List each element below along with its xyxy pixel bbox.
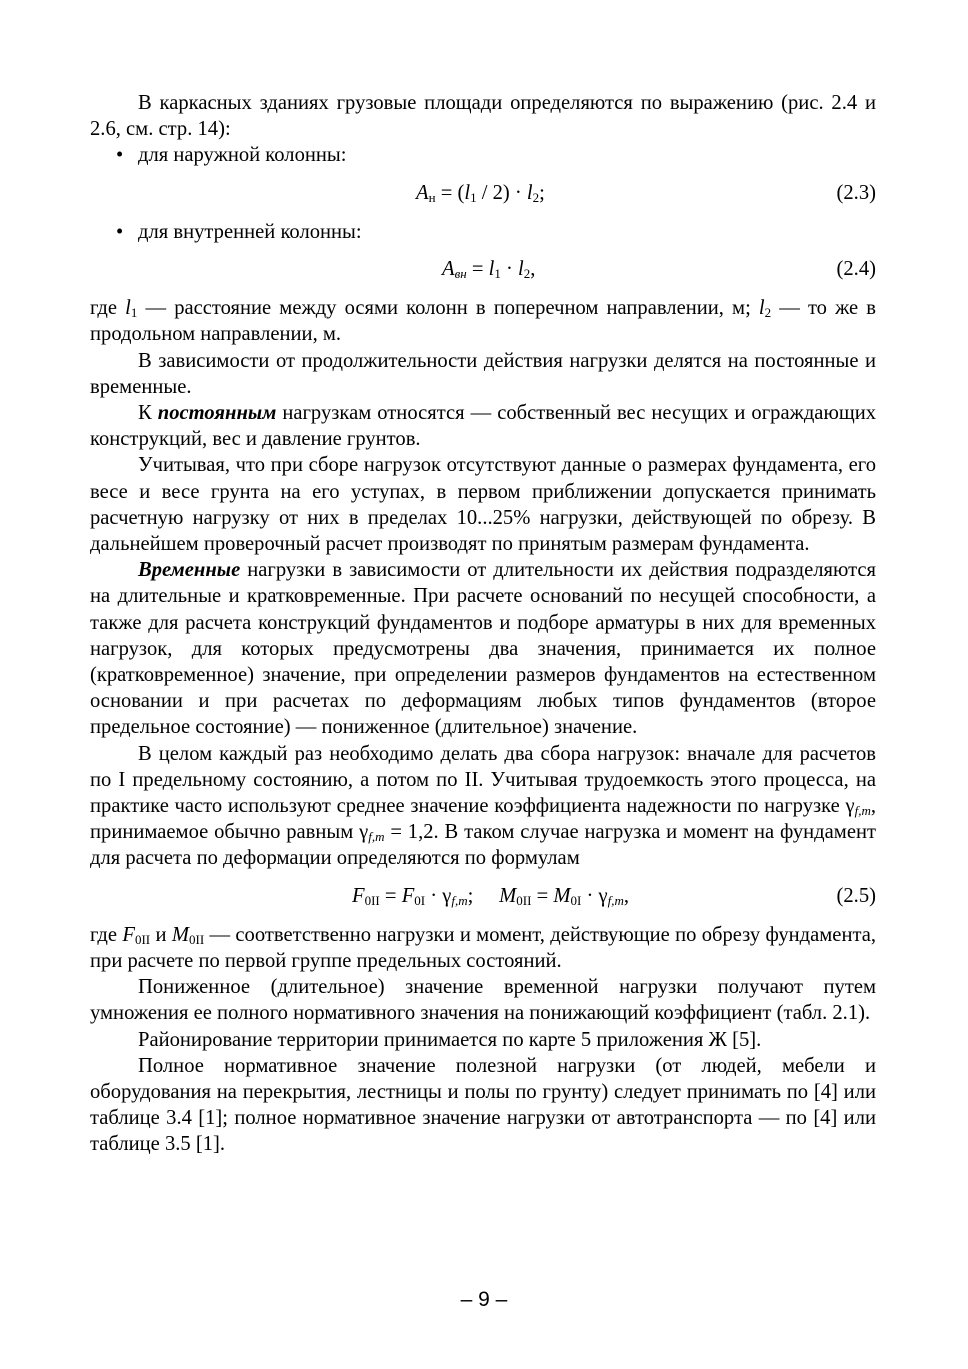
page-number: – 9 – xyxy=(460,1288,508,1311)
emphasis-term: Временные xyxy=(138,559,241,582)
paragraph: Учитывая, что при сборе нагрузок отсутствуют данные о размерах фундамента, его весе и весе грунта на его уступах, в первом приближении допускается принимать расчетную нагрузку от них в пределах 10...25% нагрузки, действующей по обрезу. В дальнейшем проверочный расчет производят по принятым размерам фундамента. xyxy=(90,454,876,556)
bullet-item-inner-column: • для внутренней колонны: xyxy=(90,219,876,245)
paragraph: Районирование территории принимается по карте 5 приложения Ж [5]. xyxy=(138,1028,762,1051)
page-body xyxy=(90,90,876,1158)
bullet-item-outer-column: • для наружной колонны: xyxy=(90,142,876,168)
paragraph-definitions: где $l_1$ — расстояние между осями колонн в поперечном направлении, м; $l_2$ — то же в продольном направлении, м. xyxy=(90,297,876,346)
paragraph-definitions: где $F_{0II}$ и $M_{0II}$ — соответственно нагрузки и момент, действующие по обрезу фундамента, при расчете по первой группе предельных состояний. xyxy=(90,923,877,973)
formula-2-3 xyxy=(90,180,876,206)
formula-expression: $A_{вн} = l_1 \cdot l_2$, xyxy=(442,258,536,281)
paragraph-reliability-coefficient: В целом каждый раз необходимо делать два сбора нагрузок: вначале для расчетов по I предельному состоянию, а потом по II. Учитывая трудоемкость этого процесса, на практике часто используют среднее значение коэффициента надежности по нагрузке $\gamma_{f,m}$, принимаемое обычно равным $\gamma_{f,m} = 1,2$. В таком случае нагрузка и момент на фундамент для расчета по деформации определяются по формулам xyxy=(90,742,876,870)
equation-number: (2.4) xyxy=(836,258,876,280)
paragraph-permanent-loads: К постоянным нагрузкам относятся — собственный вес несущих и ограждающих конструкций, вес и давление грунтов. xyxy=(90,402,877,451)
formula-expression: $A_н = (l_1 / 2) \cdot l_2$; xyxy=(416,181,545,205)
formula-2-5 xyxy=(90,883,876,909)
paragraph: Полное нормативное значение полезной нагрузки (от людей, мебели и оборудования на перекрытия, лестницы и полы по грунту) следует принимать по [4] или таблице 3.4 [1]; полное нормативное значение нагрузки от автотранспорта — по [4] или таблице 3.5 [1]. xyxy=(90,1054,876,1156)
emphasis-term: постоянным xyxy=(157,402,277,424)
paragraph: В зависимости от продолжительности действия нагрузки делятся на постоянные и временные. xyxy=(90,349,876,398)
paragraph: В каркасных зданиях грузовые площади определяются по выражению (рис. 2.4 и 2.6, см. стр. 14): xyxy=(90,92,876,141)
equation-number: (2.3) xyxy=(836,181,876,204)
paragraph: Пониженное (длительное) значение временной нагрузки получают путем умножения ее полного нормативного значения на понижающий коэффициент (табл. 2.1). xyxy=(90,976,876,1025)
bullet-icon: • xyxy=(116,144,124,167)
formula-expression: $F_{0II} = F_{0I} \cdot \gamma_{f,m}$; $M_{0II} = M_{0I} \cdot \gamma_{f,m}$, xyxy=(352,884,630,908)
equation-number: (2.5) xyxy=(836,884,876,907)
formula-2-4 xyxy=(90,256,876,282)
paragraph-temporary-loads: Временные нагрузки в зависимости от длительности их действия подразделяются на длительные и кратковременные. При расчете оснований по несущей способности, а также для расчета конструкций фундаментов и подборе арматуры в них для временных нагрузок, для которых предусмотрены два значения, принимается их полное (кратковременное) значение, при определении размеров фундаментов на естественном основании и при расчетах по деформациям любых типов фундаментов (второе предельное состояние) — пониженное (длительное) значение. xyxy=(90,559,876,739)
bullet-icon: • xyxy=(116,220,124,243)
